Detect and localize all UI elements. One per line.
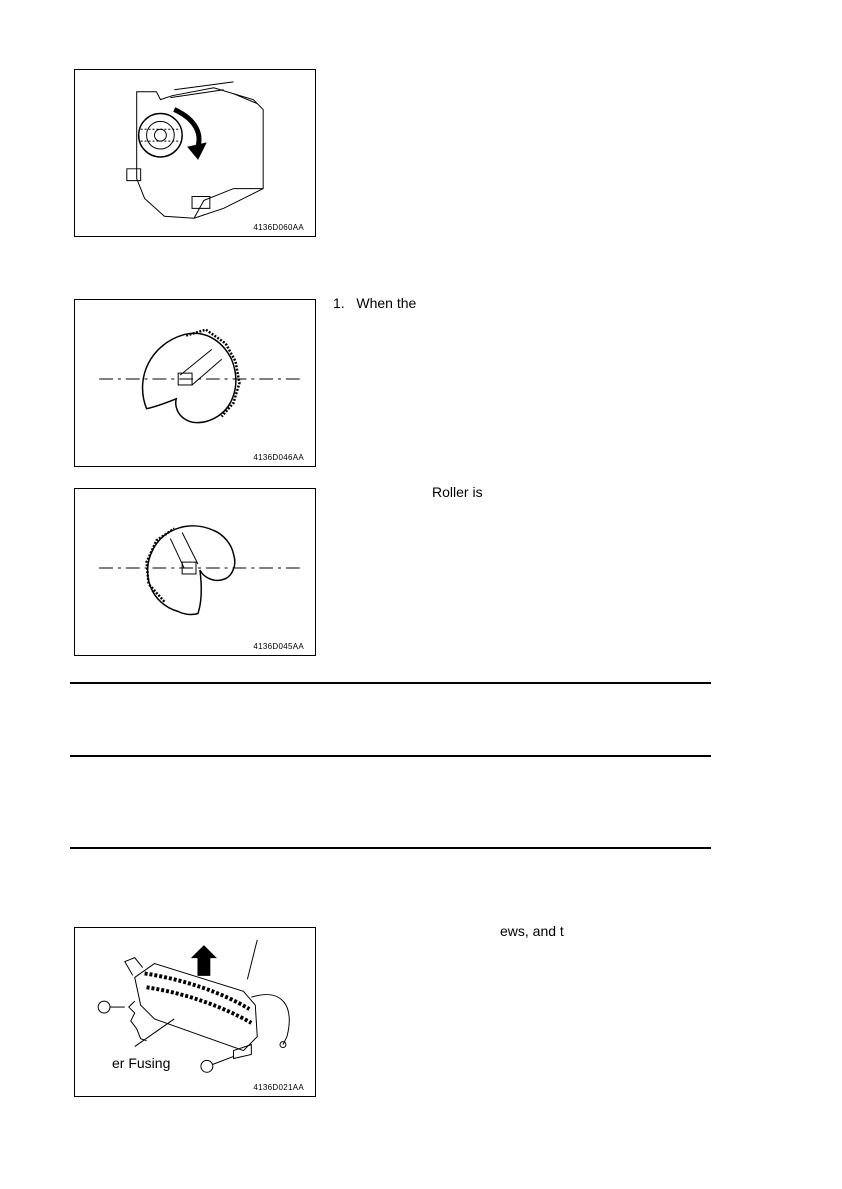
step-2 [432, 484, 483, 500]
step-2-text: Roller is [432, 484, 483, 500]
gear-position-a-illustration [75, 300, 315, 466]
step-1-number: 1. [333, 295, 345, 311]
fusing-unit-illustration [75, 928, 315, 1096]
figure-code: 4136D060AA [253, 223, 304, 232]
figure-code: 4136D046AA [253, 453, 304, 462]
section-divider-1 [70, 682, 711, 684]
gear-position-b-illustration [75, 489, 315, 655]
section-divider-3 [70, 847, 711, 849]
step-3-text: ews, and t [500, 923, 564, 939]
section-divider-2 [70, 755, 711, 757]
step-3 [500, 923, 564, 939]
figure-fusing-unit [74, 927, 316, 1097]
figure-code: 4136D045AA [253, 642, 304, 651]
fusing-unit-callout: er Fusing [112, 1055, 171, 1071]
figure-gear-rotation [74, 69, 316, 237]
step-1-text: When the [356, 295, 417, 311]
figure-gear-position-a [74, 299, 316, 467]
figure-code: 4136D021AA [253, 1083, 304, 1092]
figure-gear-position-b [74, 488, 316, 656]
gear-rotation-illustration [75, 70, 315, 236]
step-1 [333, 295, 416, 311]
